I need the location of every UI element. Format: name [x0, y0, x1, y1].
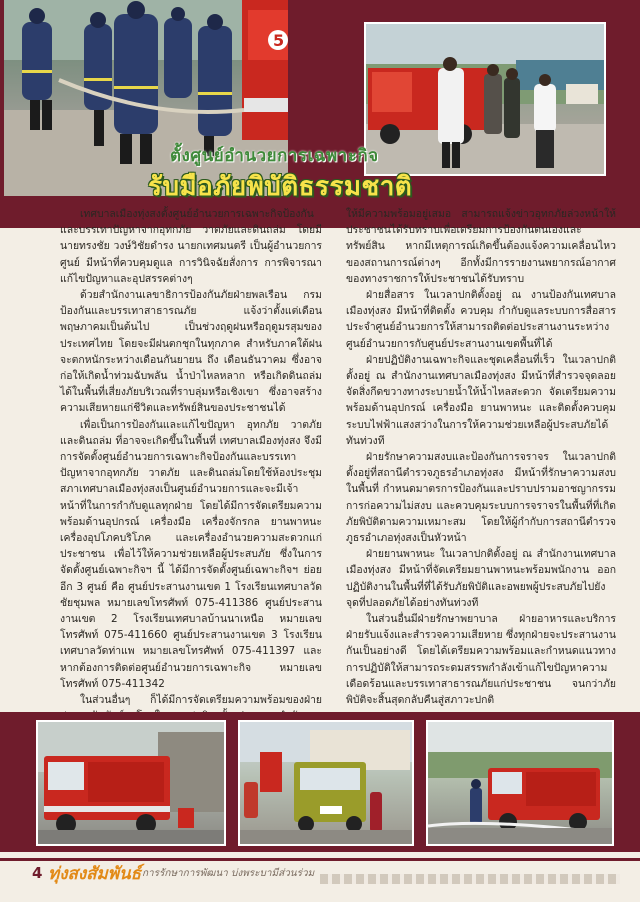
officials-illustration [366, 24, 604, 174]
paragraph: ให้มีความพร้อมอยู่เสมอ สามารถแจ้งข่าวอุทกภัยล่วงหน้าให้ประชาชนได้รับทราบเพื่อเตรียมการป้องกันตนเองและทรัพย์สิน หากมีเหตุการณ์เกิดขึ้นต้องแจ้งความเคลื่อนไหวของสถานการณ์ต่างๆ อีกทั้งมีการรายงานพยากรณ์อากาศของทางราชการให้ประชาชนได้รับทราบ [346, 208, 616, 285]
truck-number: 5 [273, 31, 285, 50]
footer-decoration [320, 874, 620, 884]
article-column-right [346, 206, 616, 708]
paragraph: ฝ่ายยานพาหนะ ในเวลาปกติตั้งอยู่ ณ สำนักงานเทศบาลเมืองทุ่งสง มีหน้าที่จัดเตรียมยานพาหนะพร้อมพนักงาน ออกปฏิบัติงานในพื้นที่ที่ได้รับภัยพิบัติและอพยพผู้ประสบภัยไปยังจุดที่ปลอดภัยได้อย่างทันท่วงที [346, 548, 616, 609]
paragraph: ด้วยสำนักงานเลขาธิการป้องกันภัยฝ่ายพลเรือน กรมป้องกันและบรรเทาสาธารณภัย แจ้งว่าตั้งแต่เดือนพฤษภาคมเป็นต้นไป เป็นช่วงฤดูฝนหรือฤดูมรสุมของประเทศไทย โดยจะมีฝนตกชุกในทุกภาค สำหรับภาคใต้ฝนจะตกหนักระหว่างเดือนกันยายน ถึง เดือนธันวาคม ซึ่งอาจก่อให้เกิดน้ำท่วมฉับพลัน น้ำป่าไหลหลาก หรือเกิดดินถล่มได้ในพื้นที่เสี่ยงภัยบริเวณที่ราบลุ่มหรือเชิงเขา ซึ่งอาจสร้างความเสียหายแก่ชีวิตและทรัพย์สินของประชาชนได้ [60, 289, 322, 415]
footer-tagline: การรักษาการพัฒนา บ่งพระบามีส่วนร่วม [142, 868, 315, 879]
paragraph: ในส่วนอื่นมีฝ่ายรักษาพยาบาล ฝ่ายอาหารและบริการ ฝ่ายรับแจ้งและสำรวจความเสียหาย ซึ่งทุกฝ่ายจะประสานงานกันเป็นอย่างดี โดยได้เตรียมความพร้อมและกำหนดแนวทางการปฏิบัติให้สามารถระดมสรรพกำลังเข้าแก้ไขปัญหาความเดือดร้อนและบรรเทาสาธารณภัยแก่ประชาชน จนกว่าภัยพิบัติจะสิ้นสุดกลับคืนสู่สภาวะปกติ [346, 613, 616, 707]
headline-line-2: รับมือภัยพิบัติธรรมชาติ [148, 172, 413, 202]
paragraph: ฝ่ายปฏิบัติงานเฉพาะกิจและชุดเคลื่อนที่เร็ว ในเวลาปกติตั้งอยู่ ณ สำนักงานเทศบาลเมืองทุ่งสง มีหน้าที่สำรวจจุดลอย จัดสิ่งกีดขวางทางระบายน้ำให้น้ำไหลสะดวก จัดเตรียมความพร้อมด้านอุปกรณ์ เครื่องมือ ยานพาหนะ และติดตั้งควบคุมระบบไฟฟ้าแสงสว่างในการให้ความช่วยเหลือผู้ประสบภัยได้ทันท่วงที [346, 353, 616, 447]
paragraph: เทศบาลเมืองทุ่งสงตั้งศูนย์อำนวยการเฉพาะกิจป้องกันและบรรเทาปัญหาจากอุทกภัย วาตภัยและดินถล่ม โดยมีนายทรงชัย วงษ์วิชัยดำรง นายกเทศมนตรี เป็นผู้อำนวยการศูนย์ มีหน้าที่ควบคุมดูแล การวินิจฉัยสั่งการ การพิจารณาแก้ไขปัญหาและอุปสรรคต่างๆ [60, 208, 322, 285]
rescue-truck-illustration [240, 722, 412, 844]
rescue-truck-photo [238, 720, 414, 846]
fire-truck-photo-2 [426, 720, 614, 846]
bottom-photo-strip [0, 712, 640, 852]
paragraph: ในส่วนอื่นๆ ก็ได้มีการจัดเตรียมความพร้อมของฝ่าย [80, 694, 322, 707]
fire-truck-photo-1 [36, 720, 226, 846]
headline-line-1: ตั้งศูนย์อำนวยการเฉพาะกิจ [170, 146, 379, 166]
page-footer [0, 852, 640, 902]
fire-truck-illustration-2 [428, 722, 612, 844]
paragraph: เพื่อเป็นการป้องกันและแก้ไขปัญหา อุทกภัย วาตภัย และดินถล่ม ที่อาจจะเกิดขึ้นในพื้นที่ เทศบาลเมืองทุ่งสง จึงมีการจัดตั้งศูนย์อำนวยการเฉพาะกิจป้องกันและบรรเทาปัญหาจากอุทกภัย วาตภัย และดินถล่มโดยใช้ห้องประชุมสภาเทศบาลเมืองทุ่งสงเป็นศูนย์อำนวยการและจะมีเจ้าหน้าที่ในการกำกับดูแลทุกฝ่าย โดยได้มีการจัดเตรียมความพร้อมด้านอุปกรณ์ เครื่องมือ เครื่องจักรกล ยานพาหนะ เครื่องอุปโภคบริโภค และเครื่องอำนวยความสะดวกแก่ประชาชน เพื่อไว้ให้ความช่วยเหลือผู้ประสบภัย ซึ่งในการจัดตั้งศูนย์เฉพาะกิจฯ นี้ ได้มีการจัดตั้งศูนย์เฉพาะกิจฯ ย่อยอีก 3 ศูนย์ คือ ศูนย์ประสานงานเขต 1 โรงเรียนเทศบาลวัดชัยชุมพล หมายเลขโทรศัพท์ 075-411386 ศูนย์ประสานงานเขต 2 โรงเรียนเทศบาลบ้านนาเหนือ หมายเลขโทรศัพท์ 075-411660 ศูนย์ประสานงานเขต 3 โรงเรียนเทศบาลวัดท่าแพ หมายเลขโทรศัพท์ 075-411397 และหากต้องการติดต่อศูนย์อำนวยการเฉพาะกิจ หมายเลขโทรศัพท์ 075-411342 [60, 418, 322, 690]
officials-fire-truck-photo [364, 22, 606, 176]
magazine-brand: ทุ่งสงสัมพันธ์ [48, 864, 141, 884]
top-photo-banner [0, 0, 640, 228]
article-column-left [60, 206, 322, 757]
page-number: 4 [32, 864, 43, 882]
paragraph: ฝ่ายสื่อสาร ในเวลาปกติตั้งอยู่ ณ งานป้องกันเทศบาลเมืองทุ่งสง มีหน้าที่ติดตั้ง ควบคุม กำกับดูแลระบบการสื่อสารประจำศูนย์อำนวยการให้สามารถติดต่อประสานงานระหว่างศูนย์อำนวยการกับศูนย์ประสานงานเขตพื้นที่ได้ [346, 289, 616, 350]
fire-truck-illustration-1 [38, 722, 224, 844]
paragraph: ฝ่ายรักษาความสงบและป้องกันการจราจร ในเวลาปกติตั้งอยู่ที่สถานีตำรวจภูธรอำเภอทุ่งสง มีหน้าที่รักษาความสงบในพื้นที่ กำหนดมาตรการป้องกันและปราบปรามอาชญากรรม การก่อความไม่สงบ และควบคุมระบบการจราจรในพื้นที่ที่เกิดภัยพิบัติตามความเหมาะสม โดยให้ผู้กำกับการสถานีตำรวจภูธรอำเภอทุ่งสงเป็นหัวหน้า [346, 451, 616, 545]
